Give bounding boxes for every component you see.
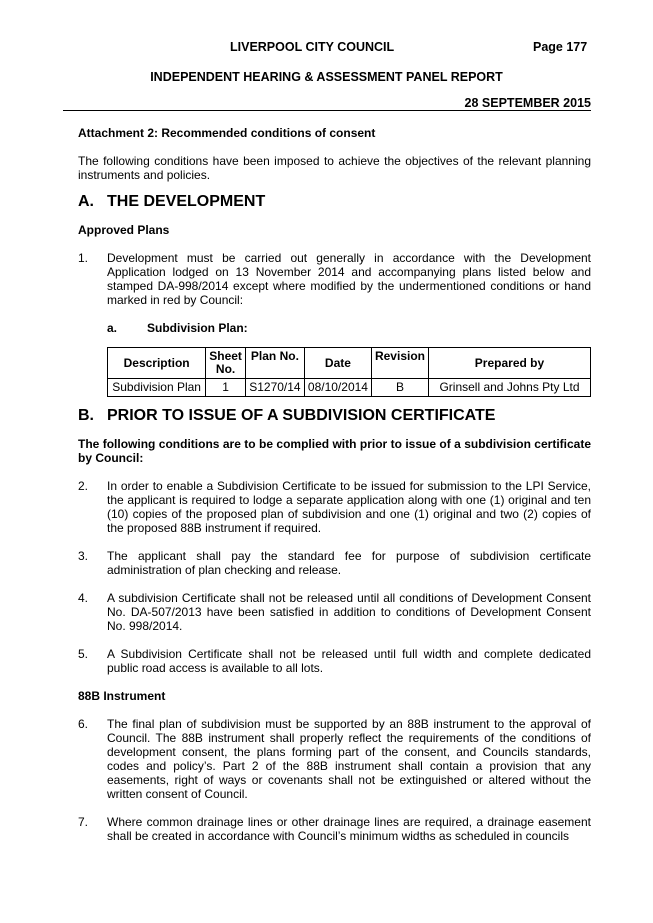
section-b-lead: The following conditions are to be complied with prior to issue of a subdivision certificate by Council: <box>78 437 591 465</box>
88b-instrument-heading: 88B Instrument <box>78 689 166 703</box>
condition-text: In order to enable a Subdivision Certificate to be issued for submission to the LPI Service, the applicant is required to lodge a separate application along with one (1) original and ten (10) copies of the proposed plan of subdivision and one (1) original and two (2) copies of the proposed 88B instrument if required. <box>107 479 591 535</box>
condition-number: 6. <box>78 717 89 731</box>
table-header-row <box>108 348 591 379</box>
condition-item <box>78 815 591 843</box>
col-header-prepared-by: Prepared by <box>428 348 590 379</box>
col-header-revision: Revision <box>371 348 428 379</box>
cell-sheet: 1 <box>206 379 246 397</box>
col-header-plan-no: Plan No. <box>245 348 304 379</box>
page-number: Page 177 <box>533 40 588 54</box>
section-b-heading <box>78 409 591 423</box>
cell-revision: B <box>371 379 428 397</box>
condition-number: 1. <box>78 251 89 265</box>
condition-item <box>78 479 591 535</box>
condition-text: The applicant shall pay the standard fee for purpose of subdivision certificate administration of plan checking and release. <box>107 549 591 577</box>
document-body <box>78 126 591 857</box>
condition-text: A subdivision Certificate shall not be released until all conditions of Development Consent No. DA-507/2013 have been satisfied in addition to conditions of Development Consent No. 998/2014. <box>107 591 591 633</box>
table-row <box>108 379 591 397</box>
cell-plan-no: S1270/14 <box>245 379 304 397</box>
col-header-description: Description <box>108 348 206 379</box>
condition-item <box>78 717 591 801</box>
cell-date: 08/10/2014 <box>304 379 371 397</box>
section-b-letter: B. <box>78 407 94 424</box>
approved-plans-heading: Approved Plans <box>78 223 170 237</box>
condition-text: Where common drainage lines or other drainage lines are required, a drainage easement shall be created in accordance with Council’s minimum widths as scheduled in councils <box>107 815 591 843</box>
condition-item <box>78 251 591 307</box>
plans-table <box>107 347 591 397</box>
condition-number: 7. <box>78 815 89 829</box>
condition-text: A Subdivision Certificate shall not be released until full width and complete dedicated public road access is available to all lots. <box>107 647 591 675</box>
intro-paragraph: The following conditions have been imposed to achieve the objectives of the relevant planning instruments and policies. <box>78 154 591 182</box>
report-date: 28 SEPTEMBER 2015 <box>464 96 591 110</box>
cell-description: Subdivision Plan <box>108 379 206 397</box>
attachment-title: Attachment 2: Recommended conditions of consent <box>78 126 376 140</box>
section-b-title: PRIOR TO ISSUE OF A SUBDIVISION CERTIFICATE <box>107 407 496 424</box>
condition-item <box>78 549 591 577</box>
subdivision-plan-label <box>107 321 591 335</box>
condition-item <box>78 591 591 633</box>
condition-text: Development must be carried out generally in accordance with the Development Application lodged on 13 November 2014 and accompanying plans listed below and stamped DA-998/2014 except where modified by the undermentioned conditions or hand marked in red by Council: <box>107 251 591 307</box>
section-a-letter: A. <box>78 193 94 210</box>
subitem-letter: a. <box>107 321 118 335</box>
council-name: LIVERPOOL CITY COUNCIL <box>230 40 395 54</box>
section-a-heading <box>78 195 591 209</box>
condition-item <box>78 647 591 675</box>
condition-number: 4. <box>78 591 89 605</box>
subitem-label: Subdivision Plan: <box>147 321 248 335</box>
header-divider <box>63 110 591 111</box>
section-a-title: THE DEVELOPMENT <box>107 193 266 210</box>
cell-prepared-by: Grinsell and Johns Pty Ltd <box>428 379 590 397</box>
report-title: INDEPENDENT HEARING & ASSESSMENT PANEL REPORT <box>150 70 503 84</box>
condition-number: 2. <box>78 479 89 493</box>
col-header-sheet: Sheet No. <box>206 348 246 379</box>
condition-text: The final plan of subdivision must be supported by an 88B instrument to the approval of Council. The 88B instrument shall properly reflect the requirements of the conditions of development consent, the plans forming part of the consent, and Councils standards, codes and policy’s. Part 2 of the 88B instrument shall contain a provision that any easements, right of ways or covenants shall not be extinguished or altered without the written consent of Council. <box>107 717 591 801</box>
col-header-date: Date <box>304 348 371 379</box>
condition-number: 5. <box>78 647 89 661</box>
condition-number: 3. <box>78 549 89 563</box>
